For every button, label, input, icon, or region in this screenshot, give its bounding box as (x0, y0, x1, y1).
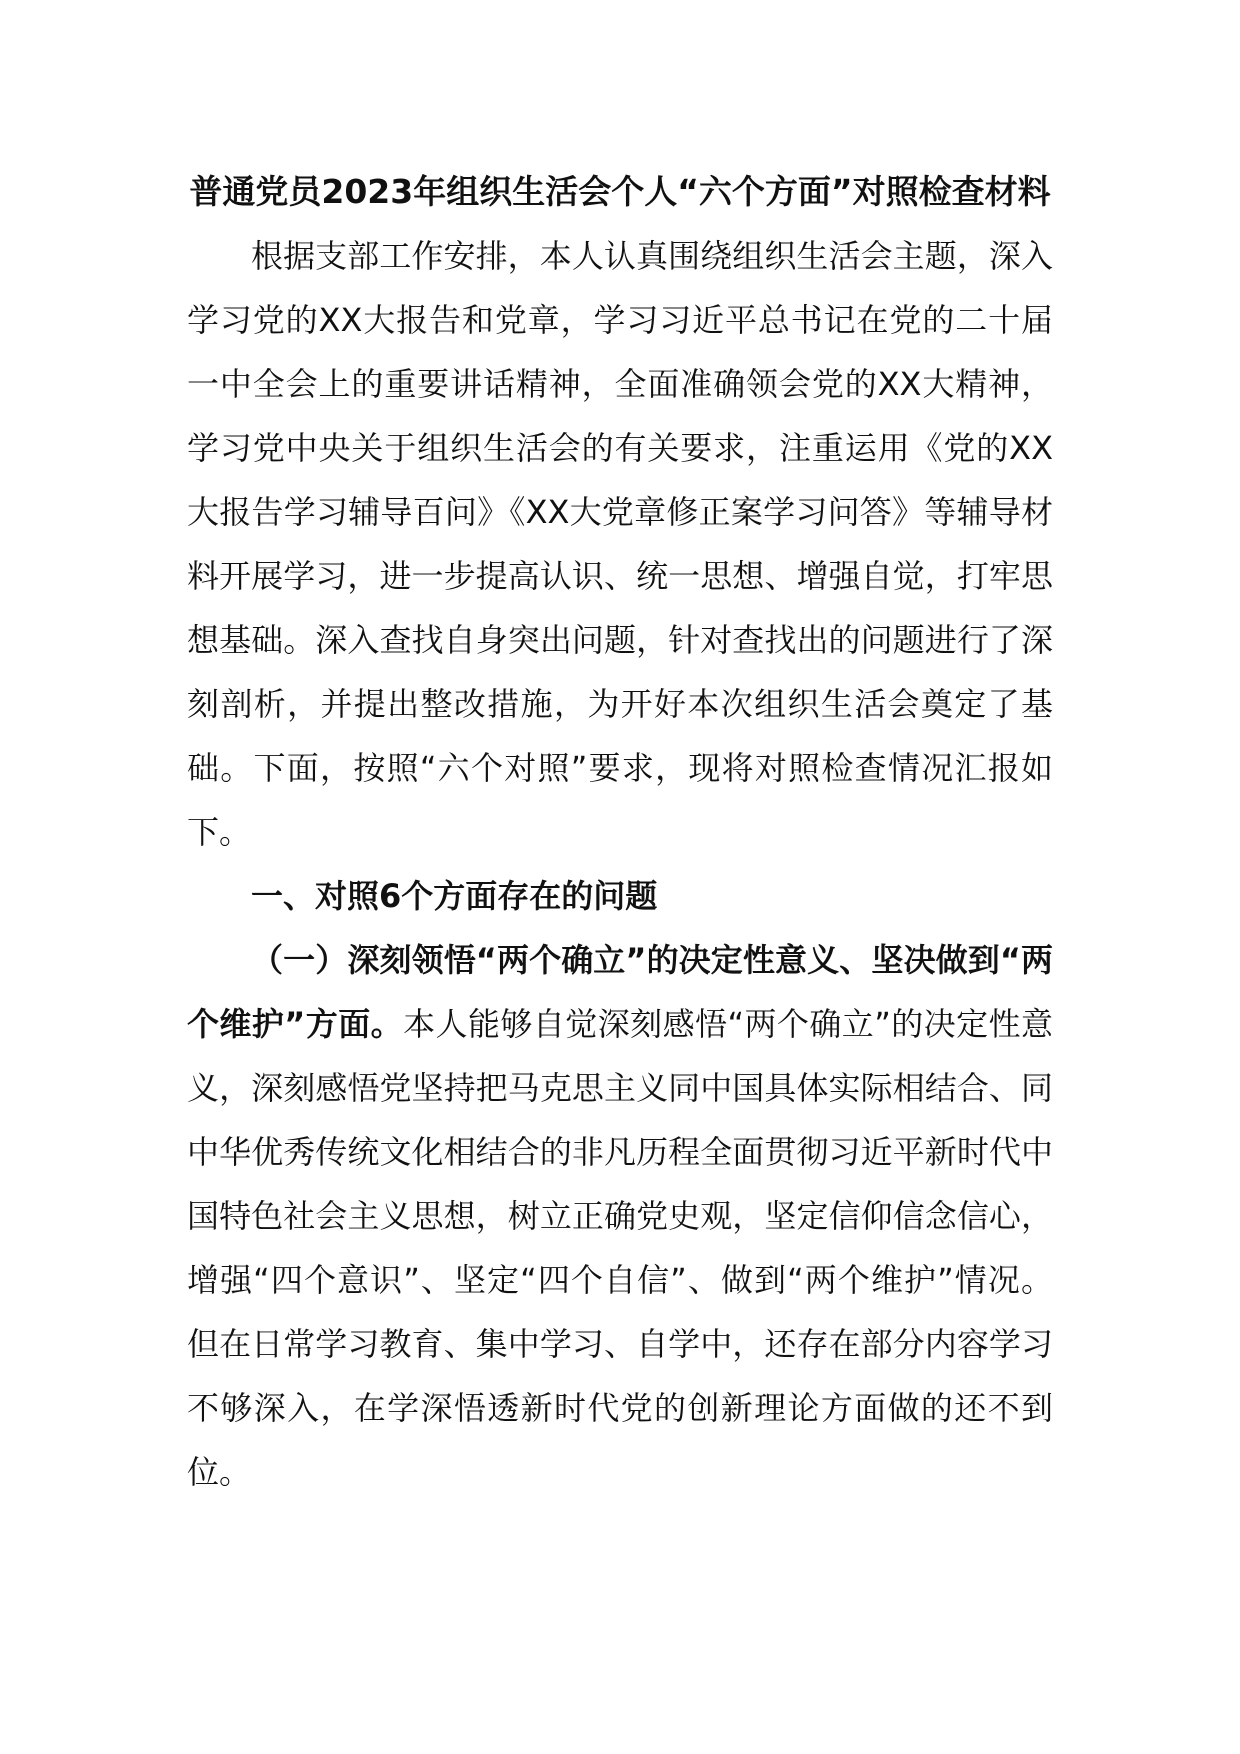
item-body: 本人能够自觉深刻感悟“两个确立”的决定性意义，深刻感悟党坚持把马克思主义同中国具体实际相结合、同中华优秀传统文化相结合的非凡历程全面贯彻习近平新时代中国特色社会主义思想，树立正确党史观，坚定信仰信念信心，增强“四个意识”、坚定“四个自信”、做到“两个维护”情况。但在日常学习教育、集中学习、自学中，还存在部分内容学习不够深入，在学深悟透新时代党的创新理论方面做的还不到位。 (187, 1005, 1053, 1491)
intro-paragraph: 根据支部工作安排，本人认真围绕组织生活会主题，深入学习党的XX大报告和党章，学习习近平总书记在党的二十届一中全会上的重要讲话精神，全面准确领会党的XX大精神，学习党中央关于组织生活会的有关要求，注重运用《党的XX大报告学习辅导百问》《XX大党章修正案学习问答》等辅导材料开展学习，进一步提高认识、统一思想、增强自觉，打牢思想基础。深入查找自身突出问题，针对查找出的问题进行了深刻剖析，并提出整改措施，为开好本次组织生活会奠定了基础。下面，按照“六个对照”要求，现将对照检查情况汇报如下。 (187, 237, 1053, 851)
document-title: 普通党员2023年组织生活会个人“六个方面”对照检查材料 (189, 172, 1051, 211)
item-lead: （一）深刻领悟“两个确立”的决定性意义、坚决做到“两个维护”方面。 (187, 941, 1053, 1043)
document-page (187, 160, 1053, 1504)
section-heading: 一、对照6个方面存在的问题 (251, 877, 658, 915)
item-paragraph (187, 928, 1053, 1504)
